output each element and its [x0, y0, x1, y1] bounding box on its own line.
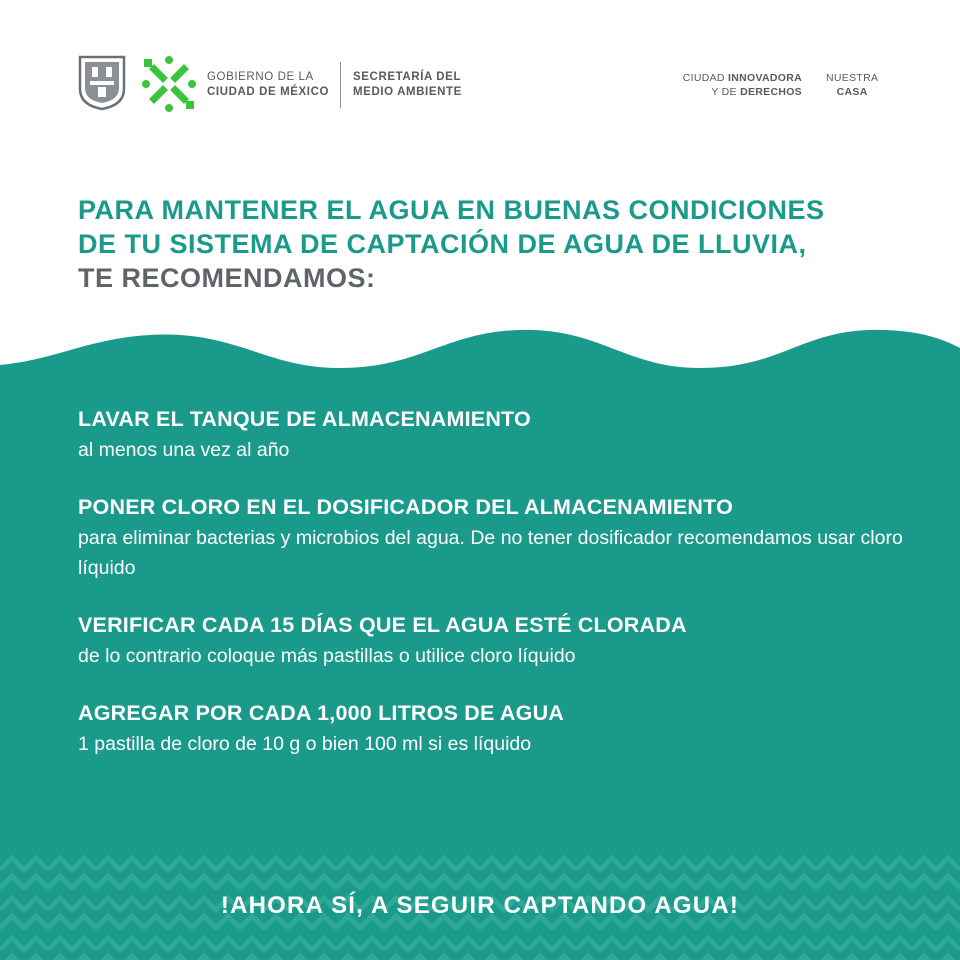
- gobierno-line1: GOBIERNO DE LA: [207, 71, 314, 83]
- gobierno-label: [207, 70, 329, 100]
- cdmx-cross-logo-icon: [140, 55, 198, 113]
- item-heading: PONER CLORO EN EL DOSIFICADOR DEL ALMACENAMIENTO: [78, 495, 734, 519]
- ciudad-line1a: CIUDAD: [682, 72, 729, 84]
- header: [0, 0, 960, 140]
- list-item: [78, 609, 908, 671]
- secretaria-label: [353, 70, 462, 100]
- gobierno-line2: CIUDAD DE MÉXICO: [207, 86, 330, 98]
- title-line2: DE TU SISTEMA DE CAPTACIÓN DE AGUA DE LLUVIA,: [78, 229, 807, 259]
- nuestra-line1: NUESTRA: [826, 72, 879, 84]
- header-divider: [340, 62, 341, 108]
- item-body: al menos una vez al año: [78, 439, 290, 461]
- title-line1: PARA MANTENER EL AGUA EN BUENAS CONDICIONES: [78, 195, 825, 225]
- secretaria-line1: SECRETARÍA DEL: [353, 71, 462, 83]
- list-item: [78, 697, 908, 759]
- secretaria-line2: MEDIO AMBIENTE: [353, 86, 462, 98]
- recommendations-list: [78, 403, 908, 785]
- nuestra-line2: CASA: [836, 86, 868, 98]
- ciudad-innovadora-label: [683, 71, 802, 99]
- page-title: [78, 193, 918, 295]
- footer-slogan: !AHORA SÍ, A SEGUIR CAPTANDO AGUA!: [220, 892, 740, 919]
- item-heading: LAVAR EL TANQUE DE ALMACENAMIENTO: [78, 407, 531, 431]
- item-heading: AGREGAR POR CADA 1,000 LITROS DE AGUA: [78, 701, 565, 725]
- item-body: para eliminar bacterias y microbios del agua. De no tener dosificador recomendamos usar cloro líquido: [78, 527, 903, 579]
- list-item: [78, 403, 908, 465]
- ciudad-line2b: DERECHOS: [740, 86, 802, 98]
- item-body: de lo contrario coloque más pastillas o utilice cloro líquido: [78, 645, 576, 667]
- city-shield-icon: [78, 55, 126, 111]
- list-item: [78, 491, 908, 583]
- title-line3: TE RECOMENDAMOS:: [78, 263, 376, 293]
- ciudad-line1b: INNOVADORA: [728, 72, 802, 84]
- item-heading: VERIFICAR CADA 15 DÍAS QUE EL AGUA ESTÉ CLORADA: [78, 613, 687, 637]
- item-body: 1 pastilla de cloro de 10 g o bien 100 ml si es líquido: [78, 733, 532, 755]
- ciudad-line2a: Y DE: [711, 86, 741, 98]
- nuestra-casa-label: [826, 71, 878, 99]
